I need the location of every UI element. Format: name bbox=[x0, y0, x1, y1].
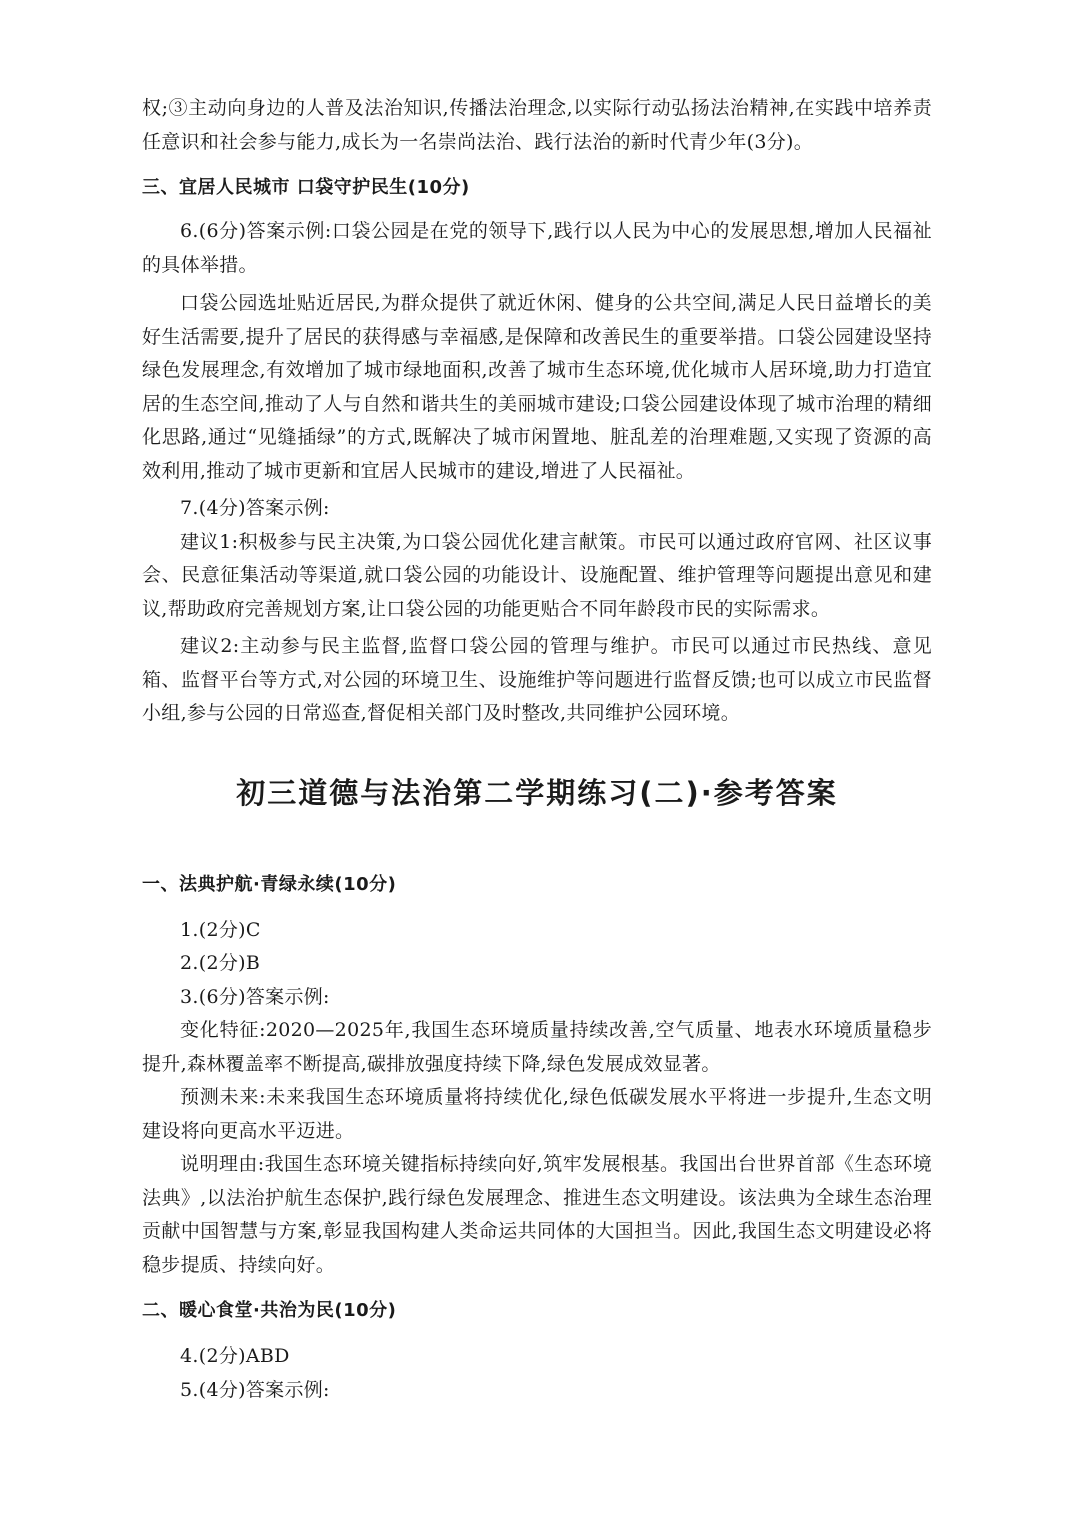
answer-page bbox=[142, 92, 932, 1407]
section-3-heading: 三、宜居人民城市 口袋守护民生(10分) bbox=[142, 177, 470, 198]
suggestion-1: 建议1:积极参与民主决策,为口袋公园优化建言献策。市民可以通过政府官网、社区议事会、民意征集活动等渠道,就口袋公园的功能设计、设施配置、维护管理等问题提出意见和建议,帮助政府完善规划方案,让口袋公园的功能更贴合不同年龄段市民的实际需求。 bbox=[142, 530, 932, 620]
q2-answer: 2.(2分)B bbox=[180, 952, 261, 974]
q3-answer: 3.(6分)答案示例: bbox=[180, 985, 330, 1008]
q6-paragraph: 口袋公园选址贴近居民,为群众提供了就近休闲、健身的公共空间,满足人民日益增长的美好生活需要,提升了居民的获得感与幸福感,是保障和改善民生的重要举措。口袋公园建设坚持绿色发展理念,有效增加了城市绿地面积,改善了城市生态环境,优化城市人居环境,助力打造宜居的生态空间,推动了人与自然和谐共生的美丽城市建设;口袋公园建设体现了城市治理的精细化思路,通过“见缝插绿”的方式,既解决了城市闲置地、脏乱差的治理难题,又实现了资源的高效利用,推动了城市更新和宜居人民城市的建设,增进了人民福祉。 bbox=[142, 292, 932, 482]
document-title: 初三道德与法治第二学期练习(二)·参考答案 bbox=[236, 775, 838, 810]
section-2-heading: 二、暖心食堂·共治为民(10分) bbox=[142, 1300, 397, 1321]
change-paragraph: 变化特征:2020—2025年,我国生态环境质量持续改善,空气质量、地表水环境质量稳步提升,森林覆盖率不断提高,碳排放强度持续下降,绿色发展成效显著。 bbox=[142, 1019, 932, 1075]
q5-answer: 5.(4分)答案示例: bbox=[180, 1378, 330, 1401]
q7-answer: 7.(4分)答案示例: bbox=[180, 497, 330, 519]
section-1-heading: 一、法典护航·青绿永续(10分) bbox=[142, 873, 397, 895]
suggestion-2: 建议2:主动参与民主监督,监督口袋公园的管理与维护。市民可以通过市民热线、意见箱、监督平台等方式,对公园的环境卫生、设施维护等问题进行监督反馈;也可以成立市民监督小组,参与公园的日常巡查,督促相关部门及时整改,共同维护公园环境。 bbox=[142, 635, 932, 724]
q4-answer: 4.(2分)ABD bbox=[180, 1345, 290, 1367]
reason-paragraph: 说明理由:我国生态环境关键指标持续向好,筑牢发展根基。我国出台世界首部《生态环境法典》,以法治护航生态保护,践行绿色发展理念、推进生态文明建设。该法典为全球生态治理贡献中国智慧与方案,彰显我国构建人类命运共同体的大国担当。因此,我国生态文明建设必将稳步提质、持续向好。 bbox=[142, 1153, 932, 1276]
predict-paragraph: 预测未来:未来我国生态环境质量将持续优化,绿色低碳发展水平将进一步提升,生态文明建设将向更高水平迈进。 bbox=[142, 1086, 932, 1142]
continuation-paragraph: 权;③主动向身边的人普及法治知识,传播法治理念,以实际行动弘扬法治精神,在实践中培养责任意识和社会参与能力,成长为一名崇尚法治、践行法治的新时代青少年(3分)。 bbox=[142, 97, 932, 153]
q6-answer: 6.(6分)答案示例:口袋公园是在党的领导下,践行以人民为中心的发展思想,增加人民福祉的具体举措。 bbox=[142, 220, 932, 276]
q1-answer: 1.(2分)C bbox=[180, 918, 261, 941]
